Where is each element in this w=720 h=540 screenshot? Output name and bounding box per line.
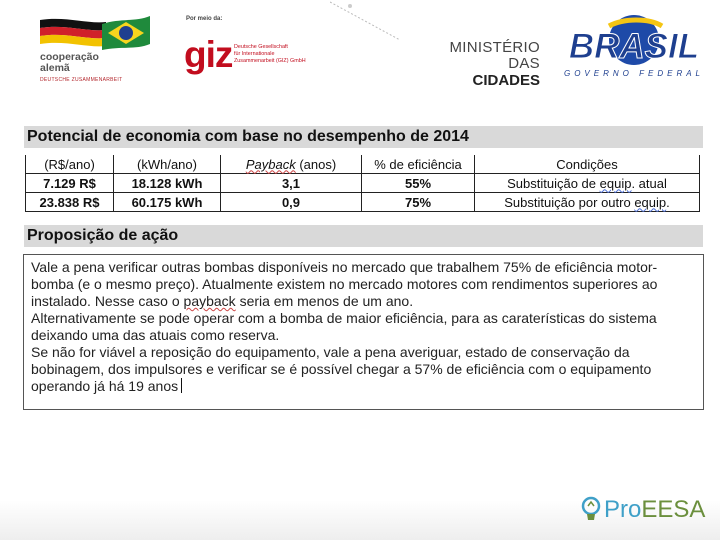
header-cell: % de eficiência [362, 155, 475, 174]
header-cell: (R$/ano) [26, 155, 114, 174]
header-cell: Payback (anos) [221, 155, 362, 174]
flag-ribbon-icon [36, 14, 152, 56]
table-cell: 60.175 kWh [114, 193, 221, 212]
table-cell: 75% [362, 193, 475, 212]
svg-text:GOVERNO FEDERAL: GOVERNO FEDERAL [563, 69, 705, 78]
giz-pre-text: Por meio da: [186, 16, 223, 22]
giz-logo [184, 16, 334, 80]
table-cell: 3,1 [221, 174, 362, 193]
paragraph-2: Alternativamente se pode operar com a bomba de maior eficiência, para as caraterísticas do sistema deixando uma das atuais como reserva. [31, 310, 657, 343]
table-header-row [26, 155, 700, 174]
svg-text:BRASIL: BRASIL [568, 27, 700, 66]
table-cell: 0,9 [221, 193, 362, 212]
giz-subtitle: Deutsche Gesellschaft für Internationale Zusammenarbeit (GIZ) GmbH [234, 44, 306, 64]
header-cell: Condições [475, 155, 700, 174]
table-cell: Substituição de equip. atual [475, 174, 700, 193]
text-caret [181, 378, 182, 393]
section-proposicao-title: Proposição de ação [24, 225, 703, 247]
proposicao-text-box[interactable] [23, 254, 704, 410]
section-economia-title: Potencial de economia com base no desempenho de 2014 [24, 126, 703, 148]
table-cell: 23.838 R$ [26, 193, 114, 212]
proeesa-wordmark: ProEESA [604, 496, 706, 523]
coop-title: cooperação alemã [40, 51, 99, 74]
lightbulb-icon [580, 496, 602, 524]
table-row [26, 174, 700, 193]
header-cell: (kWh/ano) [114, 155, 221, 174]
giz-mark: giz [184, 34, 233, 75]
table-row [26, 193, 700, 212]
decorative-line [330, 0, 400, 50]
table-cell: 55% [362, 174, 475, 193]
paragraph-3: Se não for viável a reposição do equipamento, vale a pena averiguar, estado de conservação da bobinagem, dos impulsores e verificar se é possível chegar a 57% de eficiência com o equipamento operando já há 19 anos [31, 344, 652, 394]
economia-table [25, 155, 700, 212]
governo-federal-logo [554, 10, 714, 80]
ministerio-cidades-logo: MINISTÉRIO DAS CIDADES [449, 39, 540, 89]
table-cell: Substituição por outro equip. [475, 193, 700, 212]
coop-subtitle: DEUTSCHE ZUSAMMENARBEIT [40, 77, 123, 83]
paragraph-1: Vale a pena verificar outras bombas disponíveis no mercado que trabalhem 75% de eficiência motor-bomba (e o mesmo preço). Atualmente existem no mercado motores com rendimentos superiores ao instalado. Nesse caso o payback seria em menos de um ano. [31, 259, 658, 309]
table-cell: 18.128 kWh [114, 174, 221, 193]
cooperacao-alema-logo [28, 8, 150, 84]
proeesa-logo [580, 494, 706, 528]
table-cell: 7.129 R$ [26, 174, 114, 193]
